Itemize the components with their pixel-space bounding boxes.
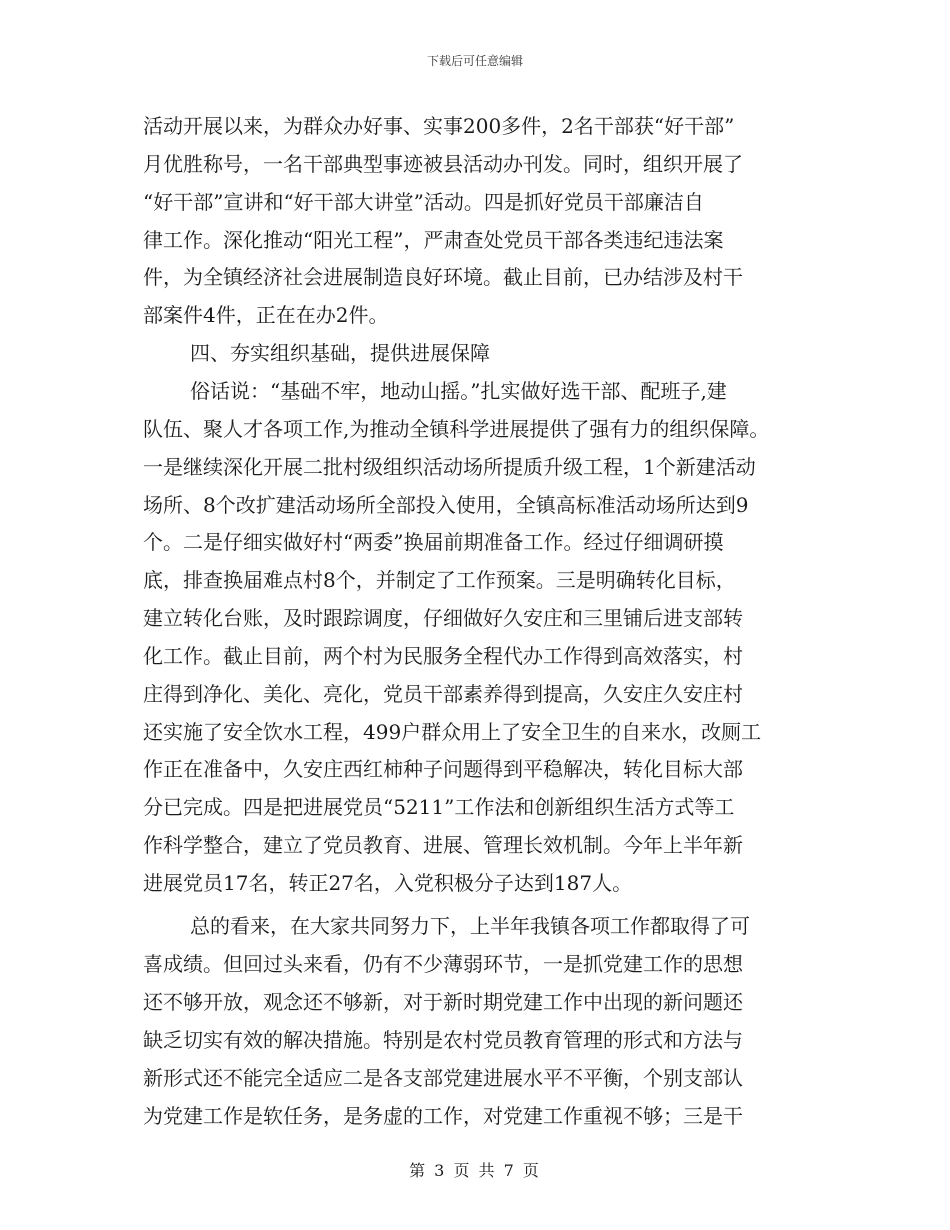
text-line: 底，排查换届难点村8个，并制定了工作预案。三是明确转化目标， bbox=[143, 568, 736, 592]
text-line: 建立转化台账，及时跟踪调度，仔细做好久安庄和三里铺后进支部转 bbox=[143, 606, 743, 630]
text-line: 件，为全镇经济社会进展制造良好环境。截止目前，已办结涉及村干 bbox=[143, 265, 743, 289]
text-line: 作科学整合，建立了党员教育、进展、管理长效机制。今年上半年新 bbox=[143, 833, 743, 857]
text-line: 活动开展以来，为群众办好事、实事200多件，2名干部获“好干部” bbox=[143, 114, 735, 138]
text-line: 总的看来，在大家共同努力下，上半年我镇各项工作都取得了可 bbox=[190, 914, 750, 938]
section-heading: 四、夯实组织基础，提供进展保障 bbox=[190, 341, 490, 365]
text-line: 为党建工作是软任务，是务虚的工作，对党建工作重视不够；三是干 bbox=[143, 1104, 743, 1128]
text-line: 个。二是仔细实做好村“两委”换届前期准备工作。经过仔细调研摸 bbox=[143, 530, 724, 554]
text-line: “好干部”宣讲和“好干部大讲堂”活动。四是抓好党员干部廉洁自 bbox=[143, 190, 704, 214]
page-header: 下载后可任意编辑 bbox=[426, 54, 523, 68]
text-line: 还实施了安全饮水工程，499户群众用上了安全卫生的自来水，改厕工 bbox=[143, 720, 762, 744]
text-line: 分已完成。四是把进展党员“5211”工作法和创新组织生活方式等工 bbox=[143, 795, 735, 819]
text-line: 部案件4件，正在在办2件。 bbox=[143, 303, 389, 327]
text-line: 俗话说：“基础不牢，地动山摇。”扎实做好选干部、配班子,建 bbox=[190, 379, 727, 403]
page-number: 第 3 页 共 7 页 bbox=[409, 1161, 541, 1180]
text-line: 庄得到净化、美化、亮化，党员干部素养得到提高，久安庄久安庄村 bbox=[143, 682, 743, 706]
text-line: 一是继续深化开展二批村级组织活动场所提质升级工程，1个新建活动 bbox=[143, 455, 756, 479]
text-line: 进展党员17名，转正27名，入党积极分子达到187人。 bbox=[143, 871, 633, 895]
text-line: 还不够开放，观念还不够新，对于新时期党建工作中出现的新问题还 bbox=[143, 990, 743, 1014]
text-line: 律工作。深化推动“阳光工程”，严肃查处党员干部各类违纪违法案 bbox=[143, 228, 724, 252]
text-line: 喜成绩。但回过头来看，仍有不少薄弱环节，一是抓党建工作的思想 bbox=[143, 952, 743, 976]
text-line: 作正在准备中，久安庄西红柿种子问题得到平稳解决，转化目标大部 bbox=[143, 757, 743, 781]
text-line: 化工作。截止目前，两个村为民服务全程代办工作得到高效落实，村 bbox=[143, 644, 743, 668]
text-line: 月优胜称号，一名干部典型事迹被县活动办刊发。同时，组织开展了 bbox=[143, 152, 743, 176]
text-line: 缺乏切实有效的解决措施。特别是农村党员教育管理的形式和方法与 bbox=[143, 1028, 743, 1052]
text-line: 新形式还不能完全适应二是各支部党建进展水平不平衡，个别支部认 bbox=[143, 1066, 743, 1090]
text-line: 场所、8个改扩建活动场所全部投入使用，全镇高标准活动场所达到9 bbox=[143, 493, 749, 517]
text-line: 队伍、聚人才各项工作,为推动全镇科学进展提供了强有力的组织保障。 bbox=[143, 417, 770, 441]
